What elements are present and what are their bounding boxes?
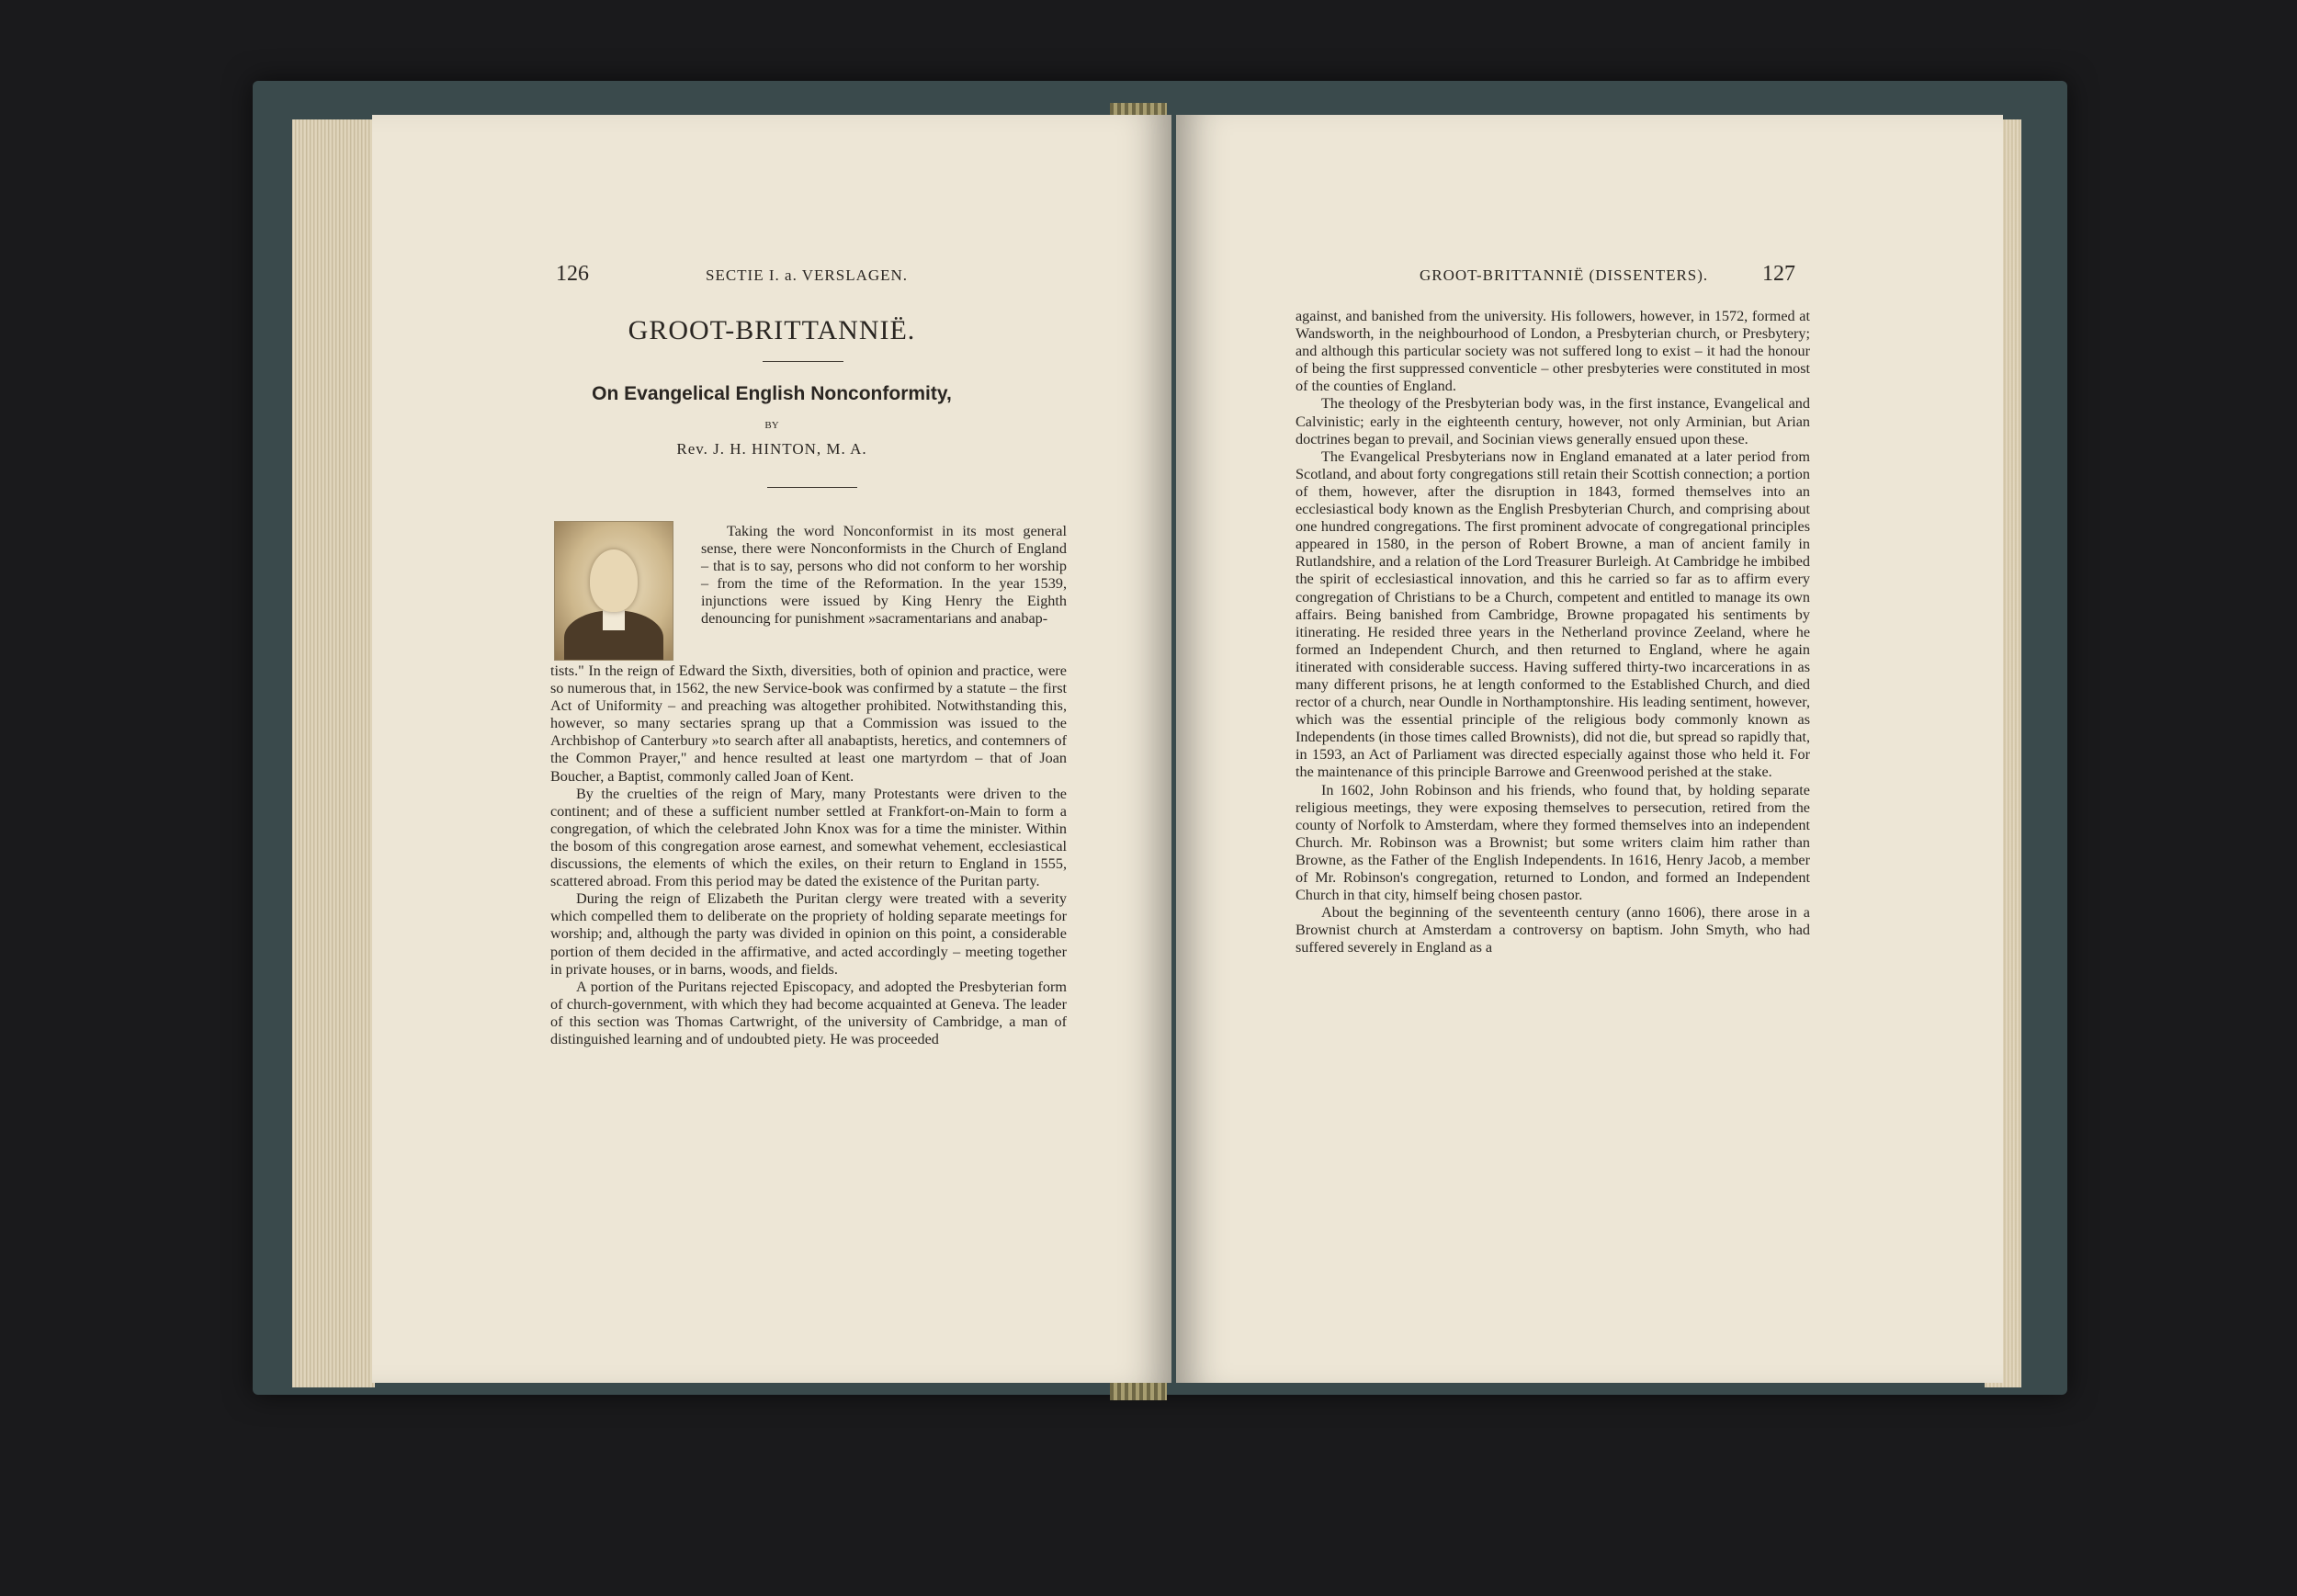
author: Rev. J. H. HINTON, M. A. (676, 440, 867, 458)
author-portrait (554, 521, 673, 661)
intro-text (701, 523, 1067, 628)
body-column (1296, 308, 1810, 956)
paragraph: About the beginning of the seventeenth century (anno 1606), there arose in a Brownist church at Amsterdam a controversy on baptism. John Smyth, who had suffered severely in England as a (1296, 904, 1810, 956)
paragraph: tists." In the reign of Edward the Sixth, diversities, both of opinion and practice, were so numerous that, in 1562, the new Service-book was confirmed by a statute – the first Act of Uniformity – and preaching was altogether prohibited. Notwithstanding this, however, so many sectaries sprang up that a Commission was issued to the Archbishop of Canterbury »to search after all anabaptists, heretics, and contemners of the Common Prayer," and hence resulted at least one martyrdom – that of Joan Boucher, a Baptist, commonly called Joan of Kent. (550, 662, 1067, 785)
page-number: 127 (1762, 262, 1795, 286)
paragraph: In 1602, John Robinson and his friends, who found that, by holding separate religious meetings, they were exposing themselves to persecution, retired from the county of Norfolk to Amsterdam, where they formed themselves into an independent Church. Mr. Robinson was a Brownist; but some writers claim him rather than Browne, as the Father of the English Independents. In 1616, Henry Jacob, a member of Mr. Robinson's congregation, returned to London, and formed an Independent Church in that city, himself being chosen pastor. (1296, 781, 1810, 904)
article-subtitle: On Evangelical English Nonconformity, (592, 383, 952, 404)
page-number: 126 (556, 262, 589, 286)
paragraph: against, and banished from the university. His followers, however, in 1572, formed at Wandsworth, in the neighbourhood of London, a Presbyterian church, or Presbytery; and although this particular society was not suffered long to exist – it had the honour of being the first suppressed conventicle – other presbyteries were constituted in most of the counties of England. (1296, 308, 1810, 395)
right-page (1176, 115, 2003, 1383)
left-page (372, 115, 1171, 1383)
body-column (550, 662, 1067, 1048)
paragraph: By the cruelties of the reign of Mary, many Protestants were driven to the continent; and of these a sufficient number settled at Frankfort-on-Main to form a congregation, of which the celebrated John Knox was for a time the minister. Within the bosom of this congregation arose earnest, and somewhat vehement, ecclesiastical discussions, the elements of which the exiles, on their return to England in 1555, scattered abroad. From this period may be dated the existence of the Puritan party. (550, 785, 1067, 890)
paragraph: Taking the word Nonconformist in its most general sense, there were Nonconformists in the Church of England – that is to say, persons who did not conform to her worship – from the time of the Reformation. In the year 1539, injunctions were issued by King Henry the Eighth denouncing for punishment »sacramentarians and anabap- (701, 523, 1067, 628)
title-rule (763, 361, 843, 362)
paragraph: A portion of the Puritans rejected Episcopacy, and adopted the Presbyterian form of church-government, with which they had become acquainted at Geneva. The leader of this section was Thomas Cartwright, of the university of Cambridge, a man of distinguished learning and of undoubted piety. He was proceeded (550, 978, 1067, 1047)
page-edges-left (292, 119, 375, 1387)
article-title: GROOT-BRITTANNIË. (628, 315, 916, 345)
running-head: SECTIE I. a. VERSLAGEN. (706, 266, 909, 284)
paragraph: The theology of the Presbyterian body was, in the first instance, Evangelical and Calvinistic; early in the eighteenth century, however, not only Arminian, but Arian doctrines began to prevail, and Socinian views generally ensued upon these. (1296, 395, 1810, 447)
paragraph: During the reign of Elizabeth the Puritan clergy were treated with a severity which compelled them to deliberate on the propriety of holding separate meetings for worship; and, although the party was divided in opinion on this point, a considerable portion of them decided in the affirmative, and acted accordingly – meeting together in private houses, or in barns, woods, and fields. (550, 890, 1067, 978)
running-head: GROOT-BRITTANNIË (DISSENTERS). (1420, 266, 1709, 284)
paragraph: The Evangelical Presbyterians now in England emanated at a later period from Scotland, and about forty congregations still retain their Scottish connection; a portion of them, however, after the disruption in 1843, formed themselves into an ecclesiastical body known as the English Presbyterian Church, and comprising about one hundred congregations. The first prominent advocate of congregational principles appeared in 1580, in the person of Robert Browne, a man of ancient family in Rutlandshire, and a relation of the Lord Treasurer Burleigh. At Cambridge he imbibed the spirit of ecclesiastical innovation, and this he carried so far as to affirm every congregation of Christians to be a Church, competent and entitled to manage its own affairs. Being banished from Cambridge, Browne propagated his sentiments by itinerating. He resided three years in the Netherland province Zeeland, where he formed an Independent Church, and then returned to England, where he again itinerated with considerable success. Having suffered thirty-two incarcerations in as many different prisons, he at length conformed to the Established Church, and died rector of a church, near Oundle in Northamptonshire. His leading sentiment, however, which was the essential principle of the religious body commonly known as Independents (in those times called Brownists), did not die, but spread so rapidly that, in 1593, an Act of Parliament was directed especially against those who held it. For the maintenance of this principle Barrowe and Greenwood perished at the stake. (1296, 447, 1810, 781)
author-rule (767, 487, 857, 488)
by-line: BY (764, 420, 779, 431)
